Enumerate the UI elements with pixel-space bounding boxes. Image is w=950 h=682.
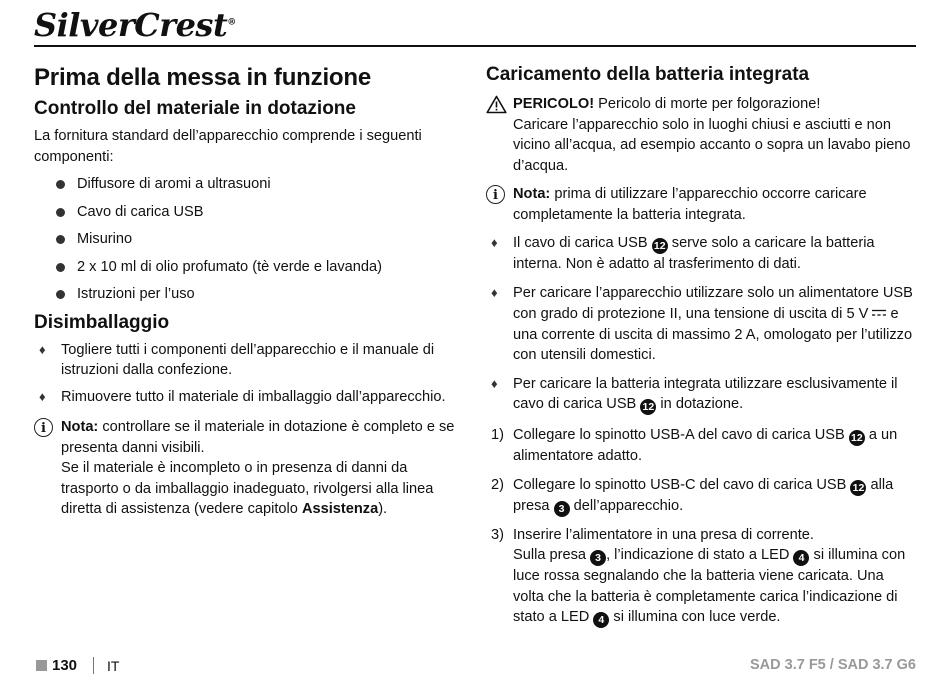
reference-number-badge: 12 xyxy=(849,430,865,446)
section-heading-contents: Controllo del materiale in dotazione xyxy=(34,98,356,119)
reference-number-badge: 3 xyxy=(554,501,570,517)
diamond-bullet-icon: ♦ xyxy=(491,235,498,250)
note-text-2: Se il materiale è incompleto o in presenza di danni da trasporto o da imballaggio inadeguato, rivolgersi alla linea diretta di assistenza (vedere capitolo xyxy=(61,460,434,517)
registered-mark: ® xyxy=(227,17,236,28)
list-item xyxy=(34,340,459,381)
list-item xyxy=(34,257,459,278)
bullet-text: in dotazione. xyxy=(660,396,744,412)
note-label: Nota: xyxy=(61,419,99,435)
list-item-text: Cavo di carica USB xyxy=(77,203,204,220)
warning-line-1 xyxy=(513,94,918,115)
step-item xyxy=(486,475,918,517)
bullet-dot-icon xyxy=(56,263,65,272)
note-text: prima di utilizzare l’apparecchio occorre caricare completamente la batteria integrata. xyxy=(513,186,867,223)
model-number: SAD 3.7 F5 / SAD 3.7 G6 xyxy=(749,657,916,673)
diamond-bullet-icon: ♦ xyxy=(39,341,46,357)
section-heading-charging: Caricamento della batteria integrata xyxy=(486,64,810,85)
warning-line-2: Caricare l’apparecchio solo in luoghi chiusi e asciutti e non vicino all’acqua, ad esempio accanto o sopra un lavabo pieno d’acqua. xyxy=(513,116,911,174)
bullet-text: Per caricare la batteria integrata utilizzare esclusivamente il cavo di carica USB xyxy=(513,375,898,412)
info-icon: i xyxy=(34,418,53,437)
contents-intro: La fornitura standard dell’apparecchio comprende i seguenti componenti: xyxy=(34,128,422,165)
footer-divider xyxy=(93,657,94,674)
list-item xyxy=(34,229,459,250)
note-text: controllare se il materiale in dotazione è completo e se presenta danni visibili. xyxy=(61,419,455,456)
list-item-text: Istruzioni per l’uso xyxy=(77,286,195,302)
step-text: Collegare lo spinotto USB-A del cavo di carica USB xyxy=(513,427,845,443)
reference-number-badge: 12 xyxy=(640,399,656,415)
bullet-dot-icon xyxy=(56,235,65,244)
charging-steps xyxy=(486,425,918,628)
list-item xyxy=(34,202,459,223)
note-paragraph-2 xyxy=(61,458,459,520)
list-item-text: Diffusore di aromi a ultrasuoni xyxy=(77,176,271,192)
step-item xyxy=(486,425,918,467)
step-text: alla presa xyxy=(513,476,894,514)
step-number: 3) xyxy=(491,526,504,543)
note-label: Nota: xyxy=(513,186,551,202)
brand-name: SilverCrest xyxy=(34,6,228,44)
step-text: Collegare lo spinotto USB-C del cavo di carica USB xyxy=(513,476,847,493)
left-column xyxy=(34,58,459,528)
right-column xyxy=(486,58,918,636)
diamond-bullet-icon: ♦ xyxy=(491,284,498,300)
list-item xyxy=(486,374,918,416)
list-item xyxy=(34,174,459,195)
step-text: Sulla presa xyxy=(513,547,587,563)
unpacking-list xyxy=(34,340,459,408)
step-number: 1) xyxy=(491,427,504,443)
note-end: ). xyxy=(378,501,388,517)
charging-note xyxy=(486,184,918,225)
contents-list xyxy=(34,174,459,305)
language-code: IT xyxy=(107,658,120,674)
warning-triangle-icon xyxy=(486,95,507,119)
step-text: Inserire l’alimentatore in una presa di corrente. xyxy=(513,526,814,543)
list-item-text: Rimuovere tutto il materiale di imballaggio dall’apparecchio. xyxy=(61,388,446,405)
diamond-bullet-icon: ♦ xyxy=(491,375,498,391)
step-text: a un alimentatore adatto. xyxy=(513,427,898,464)
bullet-text: Il cavo di carica USB xyxy=(513,235,648,251)
note-paragraph-1 xyxy=(61,417,459,458)
list-item-text: 2 x 10 ml di olio profumato (tè verde e lavanda) xyxy=(77,258,383,275)
charging-bullets xyxy=(486,233,918,415)
unpacking-note xyxy=(34,417,459,520)
header-rule xyxy=(34,45,916,47)
warning-label: PERICOLO! xyxy=(513,96,595,112)
step-text: , l’indicazione di stato a LED xyxy=(606,547,790,563)
list-item xyxy=(486,283,918,366)
list-item xyxy=(34,284,459,305)
section-heading-unpacking: Disimballaggio xyxy=(34,311,170,333)
reference-number-badge: 4 xyxy=(593,612,609,628)
reference-number-badge: 4 xyxy=(793,550,809,566)
note-paragraph xyxy=(513,184,918,225)
step-number: 2) xyxy=(491,476,504,493)
reference-number-badge: 12 xyxy=(850,480,866,496)
step-text: si illumina con luce rossa segnalando che la batteria viene caricata. Una volta che la batteria è completamente carica l’indicazione di stato a LED xyxy=(513,547,906,625)
step-text: dell’apparecchio. xyxy=(573,497,684,514)
bullet-dot-icon xyxy=(56,208,65,217)
brand-logo xyxy=(34,6,236,44)
note-reference: Assistenza xyxy=(301,501,379,517)
info-icon: i xyxy=(486,185,505,204)
bullet-text: e una corrente di uscita di massimo 2 A, omologato per l’utilizzo con utensili domestici. xyxy=(513,306,913,363)
step-text: si illumina con luce verde. xyxy=(613,609,781,625)
warning-text: Pericolo di morte per folgorazione! xyxy=(598,96,821,112)
bullet-text: serve solo a caricare la batteria interna. Non è adatto al trasferimento di dati. xyxy=(513,235,875,272)
danger-warning xyxy=(486,94,918,176)
list-item-text: Togliere tutti i componenti dell’apparecchio e il manuale di istruzioni dalla confezione. xyxy=(61,341,435,378)
footer-square-icon xyxy=(36,660,47,671)
reference-number-badge: 3 xyxy=(590,550,606,566)
bullet-text: Per caricare l’apparecchio utilizzare solo un alimentatore USB con grado di protezione II, una tensione di uscita di 5 V xyxy=(513,284,913,322)
page-title: Prima della messa in funzione xyxy=(34,64,371,91)
bullet-dot-icon xyxy=(56,290,65,299)
reference-number-badge: 12 xyxy=(652,238,668,254)
page-footer xyxy=(34,656,916,676)
dc-symbol-icon xyxy=(872,303,886,324)
bullet-dot-icon xyxy=(56,180,65,189)
list-item xyxy=(34,387,459,408)
page-number: 130 xyxy=(52,657,78,674)
list-item xyxy=(486,233,918,275)
step-item xyxy=(486,525,918,629)
diamond-bullet-icon: ♦ xyxy=(39,388,46,404)
list-item-text: Misurino xyxy=(77,231,133,247)
